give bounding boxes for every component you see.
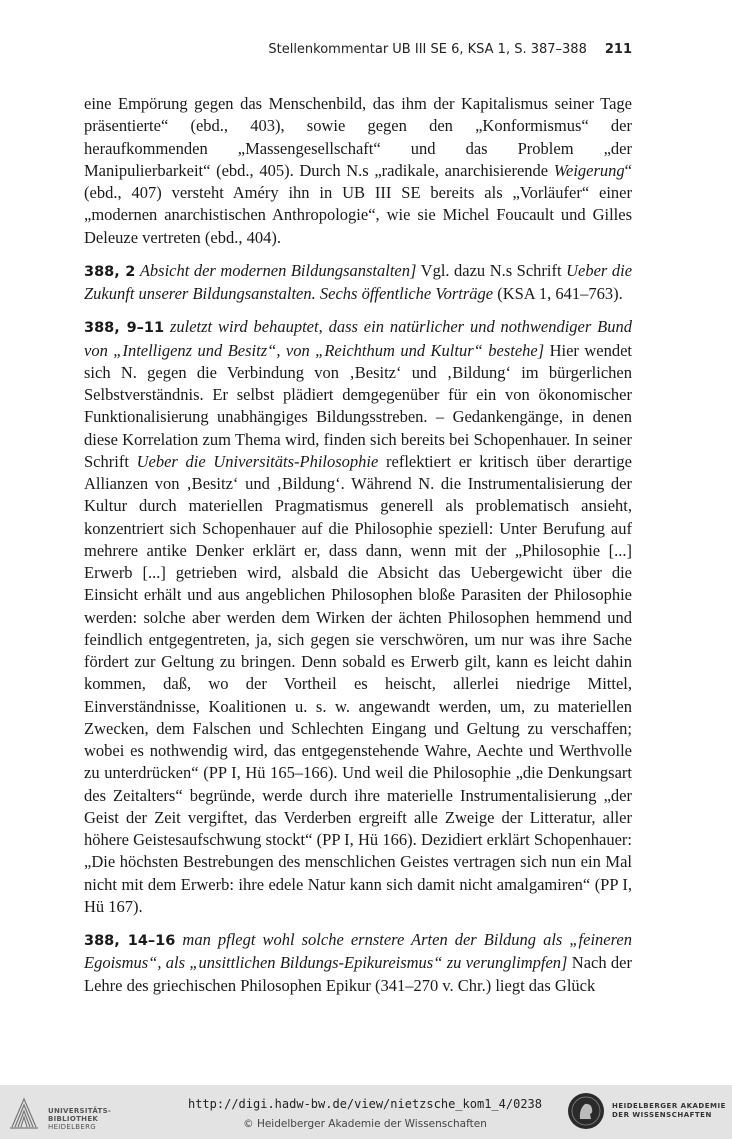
- lemma-text: man pflegt wohl solche ernstere Arten der Bildung als „feineren Egoismus“, als „unsittlichen Bildungs-Epikureismus“ zu verunglimpfen]: [84, 930, 632, 973]
- commentary-paragraph: [84, 929, 632, 997]
- hadw-logo-line-2: DER WISSENSCHAFTEN: [612, 1111, 712, 1119]
- commentary-body: [84, 93, 632, 1008]
- running-head: [84, 42, 632, 57]
- commentary-text: (KSA 1, 641–763).: [493, 284, 623, 303]
- lemma-text: Ueber die Zukunft unserer Bildungsanstalten. Sechs öffentliche Vorträge: [84, 260, 633, 303]
- copyright-notice: © Heidelberger Akademie der Wissenschaften: [243, 1118, 487, 1130]
- page-number: 211: [604, 42, 632, 57]
- lemma-text: Weigerung: [553, 160, 625, 180]
- lemma-text: Absicht der modernen Bildungsanstalten]: [139, 260, 417, 280]
- lemma-text: Ueber die Universitäts-Philosophie: [136, 451, 379, 471]
- footer-bar: [0, 1085, 732, 1139]
- ub-logo-line-1: UNIVERSITÄTS-: [48, 1107, 112, 1115]
- commentary-text: Nach der Lehre des griechischen Philosophen Epikur (341–270 v. Chr.) liegt das Glück: [84, 953, 632, 995]
- line-reference: 388, 2: [84, 263, 136, 280]
- academy-seal-icon[interactable]: [566, 1091, 606, 1131]
- line-reference: 388, 9–11: [84, 320, 165, 337]
- library-emblem-icon: [8, 1093, 40, 1133]
- ub-logo-line-3: HEIDELBERG: [48, 1123, 96, 1131]
- running-title: Stellenkommentar UB III SE 6, KSA 1, S. 387–388: [268, 42, 587, 57]
- ub-logo-line-2: BIBLIOTHEK: [48, 1115, 99, 1123]
- academy-logo-text: [612, 1102, 726, 1120]
- commentary-text: eine Empörung gegen das Menschenbild, das ihm der Kapitalismus seiner Tage präsentierte“ (ebd., 403), sowie gegen den „Konformismus“ der heraufkommenden „Massengesellschaft“ und das Problem „der Manipulierbarkeit“ (ebd., 405). Durch N.s „radikale, anarchisierende: [84, 94, 632, 180]
- commentary-paragraph: [84, 260, 632, 306]
- commentary-text: Hier wendet sich N. gegen die Verbindung von ‚Besitz‘ und ‚Bildung‘ im bürgerlichen Selbstverständnis. Er selbst plädiert demgegenüber für ein von ökonomischer Funktionalisierung unabhängiges Bildungsstreben. – Gedankengänge, in denen diese Korrelation zum Thema wird, finden sich bereits bei Schopenhauer. In seiner Schrift: [84, 340, 633, 471]
- university-library-logo[interactable]: [8, 1093, 138, 1133]
- lemma-text: zuletzt wird behauptet, dass ein natürlicher und nothwendiger Bund von „Intelligenz und Besitz“, von „Reichthum und Kultur“ bestehe]: [84, 317, 633, 360]
- commentary-text: reflektiert er kritisch über derartige Allianzen von ‚Besitz‘ und ‚Bildung‘. Während N. die Instrumentalisierung der Kultur durch materiellen Pragmatismus generell als problematisch ansieht, konzentriert sich Schopenhauer auf die Philosophie speziell: Unter Berufung auf mehrere antike Denker erklärt er, dass dann, wenn mit der „Philosophie [...] Erwerb [...] getrieben wird, alsbald die Absicht das Uebergewicht über die Einsicht erhält und aus angeblichen Philosophen bloße Parasiten der Philosophie werden: solche aber werden dem Wirken der ächten Philosophen hemmend und feindlich entgegentreten, ja, sich gegen sie verschwören, um nur was ihre Sache fördert zur Geltung zu bringen. Denn sobald es Erwerb gilt, kann es leicht dahin kommen, daß, wo der Vortheil es heischt, allerlei niedrige Mittel, Einverständnisse, Koalitionen u. s. w. angewandt werden, um, zu materiellen Zwecken, dem Falschen und Schlechten Eingang und Geltung zu verschaffen; wobei es nothwendig wird, das entgegenstehende Wahre, Aechte und Werthvolle zu unterdrücken“ (PP I, Hü 165–166). Und weil die Philosophie „die Denkungsart des Zeitalters“ begründe, werde durch ihre materielle Instrumentalisierung „der Geist der Zeit vergiftet, das Verderben ergreift alle Zweige der Litteratur, aller höhere Geistesaufschwung stockt“ (PP I, Hü 166). Dezidiert erklärt Schopenhauer: „Die höchsten Bestrebungen des menschlichen Geistes vertragen sich nun ein Mal nicht mit dem Erwerb: ihre edele Natur kann sich damit nicht amalgamiren“ (PP I, Hü 167).: [84, 451, 632, 916]
- commentary-text: Vgl. dazu N.s Schrift: [416, 260, 567, 280]
- commentary-text: “ (ebd., 407) versteht Améry ihn in UB III SE bereits als „Vorläufer“ einer „modernen anarchistischen Anthropologie“, wie sie Michel Foucault und Gilles Deleuze vertreten (ebd., 404).: [84, 160, 632, 247]
- source-url-link[interactable]: http://digi.hadw-bw.de/view/nietzsche_kom1_4/0238: [187, 1097, 542, 1111]
- commentary-paragraph: [84, 316, 632, 918]
- hadw-logo-line-1: HEIDELBERGER AKADEMIE: [612, 1102, 726, 1110]
- commentary-paragraph: [84, 93, 632, 249]
- line-reference: 388, 14–16: [84, 933, 176, 949]
